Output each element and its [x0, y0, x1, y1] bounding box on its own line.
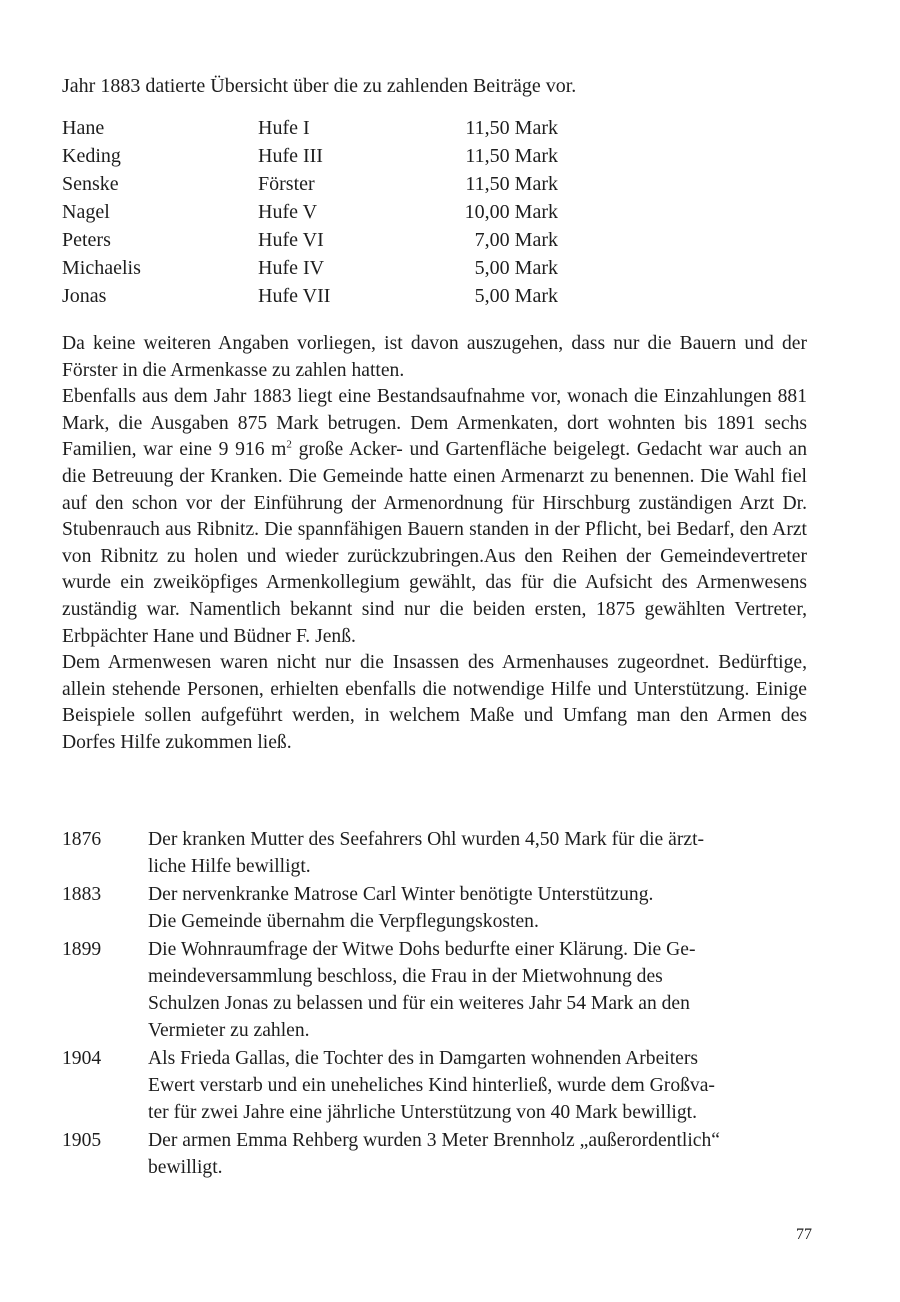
event-line: meindeversammlung beschloss, die Frau in der Mietwohnung des — [148, 966, 663, 987]
table-row — [62, 170, 582, 198]
page-number: 77 — [796, 1226, 812, 1243]
hufe-label: Hufe VI — [258, 229, 324, 251]
hufe-label: Hufe V — [258, 201, 318, 223]
hufe-label: Hufe I — [258, 117, 310, 139]
payer-name: Senske — [62, 173, 119, 195]
event-year: 1899 — [62, 939, 102, 960]
table-row — [62, 142, 582, 170]
table-row — [62, 198, 582, 226]
paragraph — [62, 384, 807, 650]
event-line: Ewert verstarb und ein uneheliches Kind hinterließ, wurde dem Großva- — [148, 1075, 715, 1096]
superscript: 2 — [286, 438, 292, 451]
hufe-label: Hufe VII — [258, 285, 331, 307]
event-line: liche Hilfe bewilligt. — [148, 856, 311, 877]
event-line: Schulzen Jonas zu belassen und für ein weiteres Jahr 54 Mark an den — [148, 993, 690, 1014]
event-text — [148, 1127, 807, 1181]
amount: 5,00 Mark — [474, 285, 558, 307]
list-item — [62, 826, 807, 880]
event-year: 1904 — [62, 1048, 102, 1069]
body-text — [62, 331, 807, 757]
hufe-label: Hufe IV — [258, 257, 325, 279]
amount: 7,00 Mark — [474, 229, 558, 251]
amount: 11,50 Mark — [465, 173, 558, 195]
amount: 11,50 Mark — [465, 117, 558, 139]
event-list — [62, 826, 807, 1182]
list-item — [62, 1045, 807, 1126]
amount: 11,50 Mark — [465, 145, 558, 167]
event-line: Als Frieda Gallas, die Tochter des in Damgarten wohnenden Arbeiters — [148, 1048, 699, 1069]
event-year: 1905 — [62, 1130, 102, 1151]
event-line: Der nervenkranke Matrose Carl Winter benötigte Unterstützung. — [148, 884, 654, 905]
payer-name: Michaelis — [62, 257, 141, 279]
event-year: 1883 — [62, 884, 102, 905]
event-line: Die Gemeinde übernahm die Verpflegungskosten. — [148, 911, 539, 932]
hufe-label: Hufe III — [258, 145, 323, 167]
hufe-label: Förster — [258, 173, 315, 195]
event-line: Die Wohnraumfrage der Witwe Dohs bedurfte einer Klärung. Die Ge- — [148, 939, 696, 960]
payer-name: Hane — [62, 117, 105, 139]
list-item — [62, 1127, 807, 1181]
payer-name: Peters — [62, 229, 111, 251]
paragraph-text: große Acker- und Gartenfläche beigelegt. Gedacht war auch an die Betreuung der Kranken. Die Gemeinde hatte einen Armenarzt zu benennen. Die Wahl fiel auf den schon vor der Einführung der Armenordnung für Hirschburg zuständigen Arzt Dr. Stubenrauch aus Ribnitz. Die spannfähigen Bauern standen in der Pflicht, bei Bedarf, den Arzt von Ribnitz zu holen und wieder zurückzubringen.Aus den Reihen der Gemeindevertreter wurde ein zweiköpfiges Armenkollegium gewählt, das für die Aufsicht des Armenwesens zuständig war. Namentlich bekannt sind nur die beiden ersten, 1875 gewählten Vertreter, Erbpächter Hane und Büdner F. Jenß. — [62, 439, 808, 647]
table-row — [62, 226, 582, 254]
event-text — [148, 826, 807, 880]
list-item — [62, 936, 807, 1044]
intro-line: Jahr 1883 datierte Übersicht über die zu zahlenden Beiträge vor. — [62, 75, 577, 97]
event-text — [148, 936, 807, 1044]
event-line: bewilligt. — [148, 1157, 223, 1178]
payer-name: Jonas — [62, 285, 107, 307]
list-item — [62, 881, 807, 935]
event-year: 1876 — [62, 829, 102, 850]
table-row — [62, 254, 582, 282]
amount: 5,00 Mark — [474, 257, 558, 279]
contribution-table — [62, 114, 582, 310]
event-line: Vermieter zu zahlen. — [148, 1020, 310, 1041]
event-line: Der kranken Mutter des Seefahrers Ohl wurden 4,50 Mark für die ärzt- — [148, 829, 705, 850]
event-text — [148, 1045, 807, 1126]
event-line: Der armen Emma Rehberg wurden 3 Meter Brennholz „außerordentlich“ — [148, 1130, 720, 1151]
table-row — [62, 114, 582, 142]
paragraph: Da keine weiteren Angaben vorliegen, ist davon auszugehen, dass nur die Bauern und der Förster in die Armenkasse zu zahlen hatten. — [62, 333, 807, 381]
amount: 10,00 Mark — [464, 201, 558, 223]
paragraph-text: Ebenfalls aus dem Jahr 1883 liegt eine Bestandsaufnahme vor, wonach die Einzahlungen 881 Mark, die Ausgaben 875 Mark betrugen. Dem Armenkaten, dort wohnten bis 1891 sechs Familien, war eine 9 916 m — [62, 386, 807, 461]
payer-name: Nagel — [62, 201, 110, 223]
event-line: ter für zwei Jahre eine jährliche Unterstützung von 40 Mark bewilligt. — [148, 1102, 697, 1123]
event-text — [148, 881, 807, 935]
paragraph: Dem Armenwesen waren nicht nur die Insassen des Armenhauses zugeordnet. Bedürftige, allein stehende Personen, erhielten ebenfalls die notwendige Hilfe und Unterstützung. Einige Beispiele sollen aufgeführt werden, in welchem Maße und Umfang man den Armen des Dorfes Hilfe zukommen ließ. — [62, 652, 807, 753]
table-row — [62, 282, 582, 310]
payer-name: Keding — [62, 145, 121, 167]
